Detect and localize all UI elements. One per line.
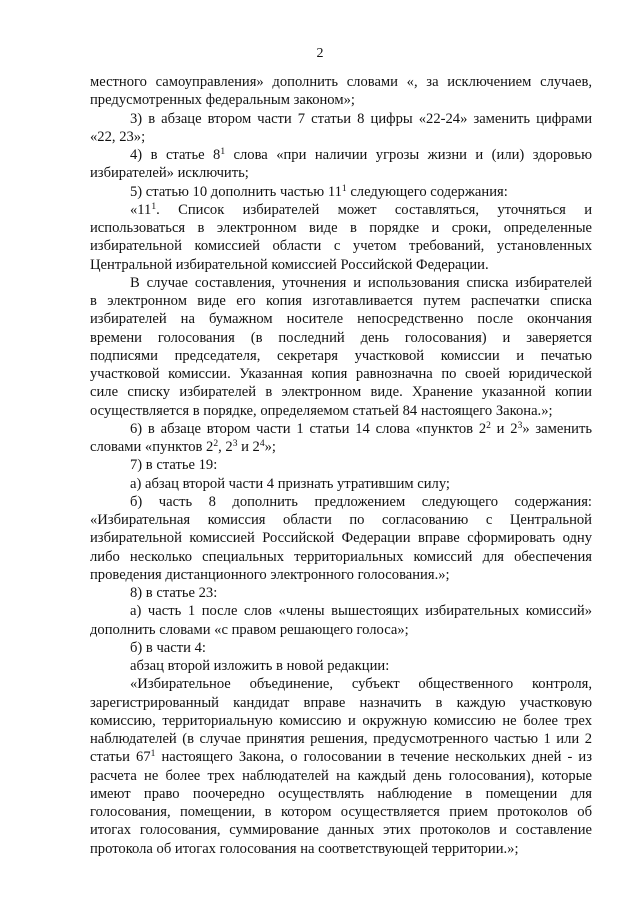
text-line: 8) в статье 23:: [130, 585, 218, 601]
text-line: «Избирательная комиссия области по согласованию с Центральной: [90, 512, 592, 528]
text-line: 4) в статье $8^1$ слова «при наличии угрозы жизни и (или) здоровью: [130, 147, 592, 163]
page-number: 2: [316, 46, 324, 61]
text-line: б) в части 4:: [130, 639, 206, 656]
text-line: 6) в абзаце втором части 1 статьи 14 слова «пунктов $2^2$ и $2^3$» заменить: [130, 420, 592, 437]
text-line: избирательной комиссией Российской Федерации вправе сформировать одну: [90, 530, 592, 547]
text-line: местного самоуправления» дополнить словами «, за исключением случаев,: [90, 74, 592, 90]
text-line: избирателей» исключить;: [90, 165, 249, 182]
text-line: имеют право поочередно осуществлять наблюдение в помещении для: [90, 785, 592, 802]
text-line: времени голосования (в последний день голосования) и заверяется: [90, 329, 592, 346]
text-line: «$11^1$. Список избирателей может составляться, уточняться и: [130, 201, 592, 218]
text-line: абзац второй изложить в новой редакции:: [130, 658, 390, 674]
text-line: наблюдателей (в случае принятия решения, предусмотренного частью 1 или 2: [90, 731, 592, 747]
text-line: избирателей на бумажном носителе непосредственно после окончания: [90, 311, 592, 328]
text-line: 5) статью 10 дополнить частью $11^1$ следующего содержания:: [130, 183, 508, 200]
text-line: голосования, помещении, в котором осуществляется прием протоколов об: [90, 804, 592, 820]
text-line: проведения дистанционного электронного голосования.»;: [90, 566, 450, 583]
text-line: комиссию, территориальную комиссию и окружную комиссию не более трех: [90, 712, 592, 729]
text-line: осуществляется в порядке, определяемом статьей 84 настоящего Закона.»;: [90, 402, 553, 419]
text-line: 7) в статье 19:: [130, 457, 218, 474]
text-line: а) абзац второй части 4 признать утратившим силу;: [130, 475, 450, 492]
text-line: «22, 23»;: [90, 128, 146, 145]
text-line: а) часть 1 после слов «члены вышестоящих избирательных комиссий»: [130, 603, 592, 620]
document-text: [90, 73, 592, 858]
text-line: Центральной избирательной комиссией Российской Федерации.: [90, 256, 489, 273]
text-line: «Избирательное объединение, субъект общественного контроля,: [130, 676, 592, 693]
text-line: словами «пунктов $2^2$, $2^3$ и $2^4$»;: [90, 439, 276, 455]
text-line: использоваться в электронном виде в порядке и сроки, определенные: [90, 220, 592, 236]
text-line: участковой комиссии. Указанная копия равнозначна по своей юридической: [90, 366, 592, 382]
text-line: статьи $67^1$ настоящего Закона, о голосовании в течение нескольких дней - из: [90, 749, 592, 766]
text-line: либо несколько специальных территориальных комиссий для обеспечения: [90, 548, 592, 565]
text-line: предусмотренных федеральным законом»;: [90, 92, 355, 109]
text-line: 3) в абзаце втором части 7 статьи 8 цифры «22-24» заменить цифрами: [130, 110, 592, 127]
text-line: подписями председателя, секретаря участковой комиссии и печатью: [90, 347, 592, 364]
text-line: зарегистрированный кандидат вправе назначить в каждую участковую: [90, 694, 592, 711]
text-line: избирательной комиссией области с учетом требований, установленных: [90, 238, 592, 255]
text-line: итогах голосования, суммирование данных этих протоколов и составление: [90, 822, 592, 839]
text-line: В случае составления, уточнения и использования списка избирателей: [130, 274, 592, 291]
text-line: в электронном виде его копия изготавливается путем распечатки списка: [90, 293, 592, 309]
text-line: б) часть 8 дополнить предложением следующего содержания:: [130, 493, 592, 510]
text-line: дополнить словами «с правом решающего голоса»;: [90, 621, 409, 638]
text-line: расчета не более трех наблюдателей на каждый день голосования), которые: [90, 767, 592, 784]
text-line: протокола об итогах голосования на соответствующей территории.»;: [90, 840, 519, 857]
text-line: силе списку избирателей в электронном виде. Хранение указанной копии: [90, 384, 592, 401]
